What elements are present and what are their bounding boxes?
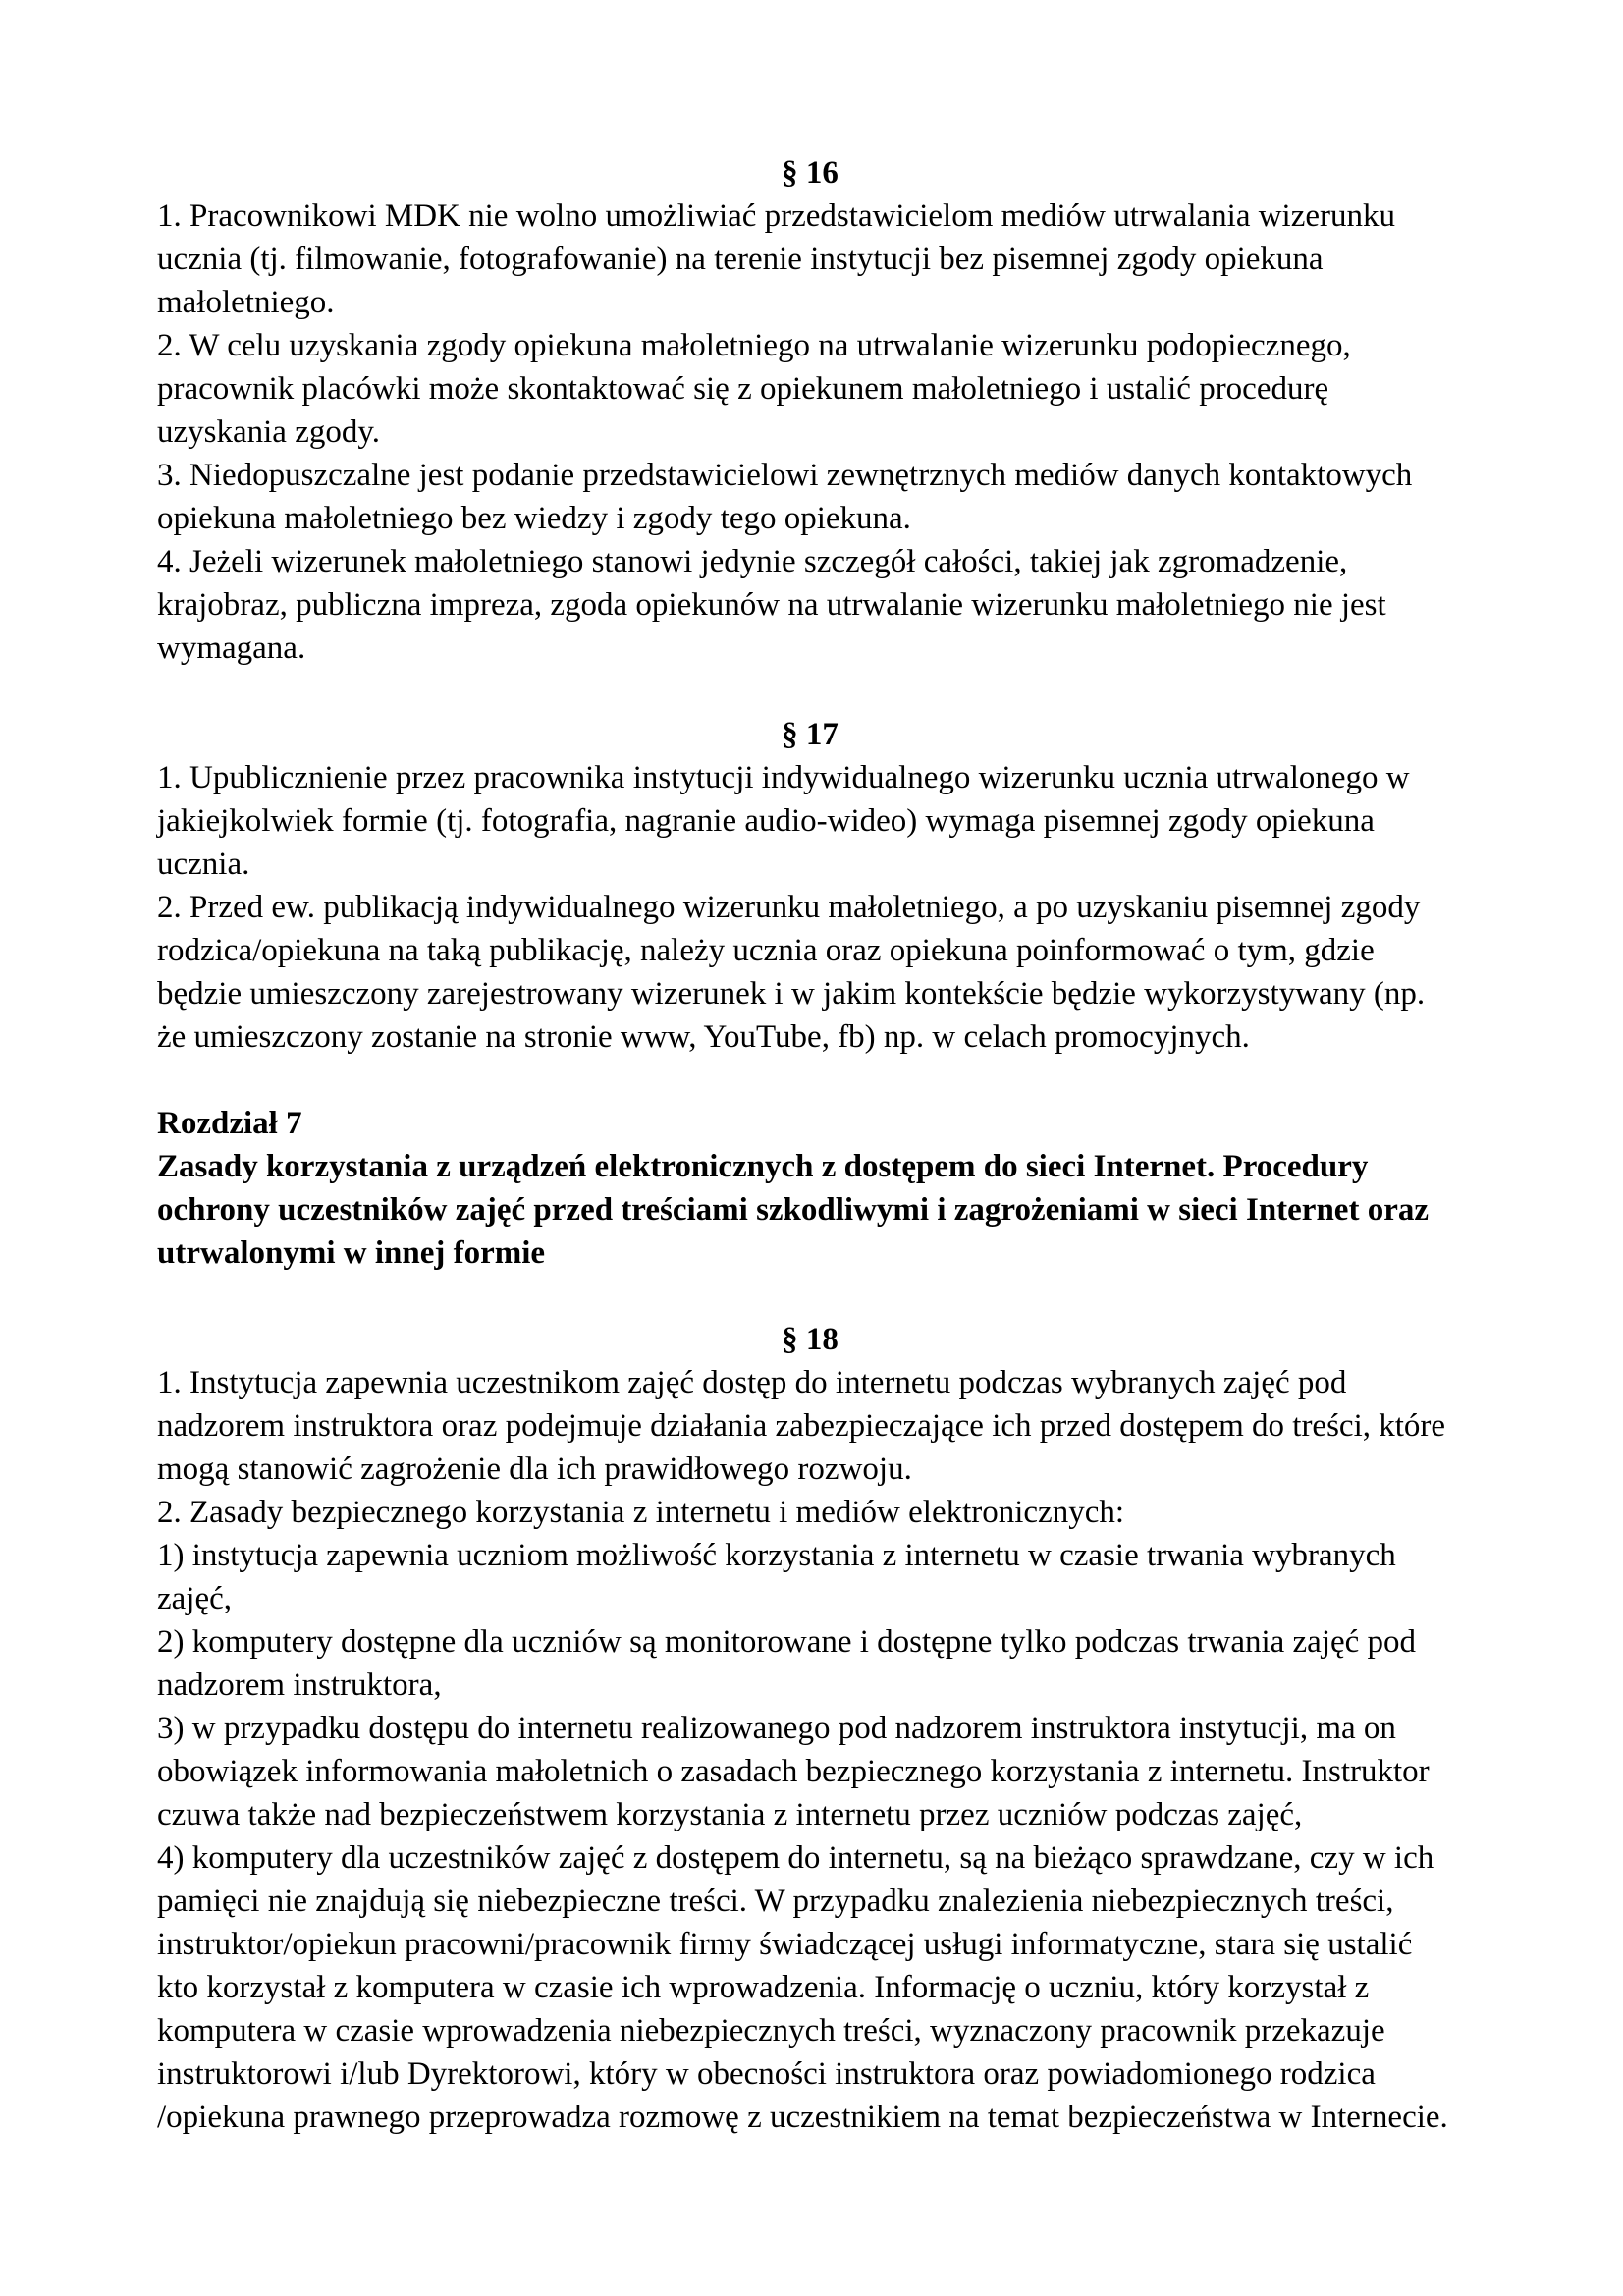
paragraph-line: 1. Upublicznienie przez pracownika instytucji indywidualnego wizerunku ucznia utrwalonego w (157, 760, 1410, 795)
paragraph-line: 4. Jeżeli wizerunek małoletniego stanowi jedynie szczegół całości, takiej jak zgromadzenie, (157, 544, 1348, 579)
paragraph-line: zajęć, (157, 1581, 233, 1616)
blank-line (157, 1059, 1463, 1102)
paragraph-line: pamięci nie znajdują się niebezpieczne treści. W przypadku znalezienia niebezpiecznych treści, (157, 1884, 1394, 1919)
section-heading: § 16 (782, 155, 839, 191)
paragraph-line: instruktor/opiekun pracowni/pracownik firmy świadczącej usługi informatyczne, stara się ustalić (157, 1927, 1413, 1962)
section-heading: § 18 (782, 1322, 839, 1357)
paragraph-line: instruktorowi i/lub Dyrektorowi, który w obecności instruktora oraz powiadomionego rodzica (157, 2056, 1376, 2092)
blank-line (157, 1275, 1463, 1318)
paragraph-line: 2. Zasady bezpiecznego korzystania z internetu i mediów elektronicznych: (157, 1495, 1125, 1530)
chapter-heading-line: Zasady korzystania z urządzeń elektronicznych z dostępem do sieci Internet. Procedury (157, 1149, 1369, 1184)
chapter-heading-line: utrwalonymi w innej formie (157, 1235, 546, 1271)
paragraph-line: nadzorem instruktora, (157, 1667, 442, 1703)
chapter-heading-line: ochrony uczestników zajęć przed treściami szkodliwymi i zagrożeniami w sieci Internet oraz (157, 1192, 1429, 1228)
paragraph-line: komputera w czasie wprowadzenia niebezpiecznych treści, wyznaczony pracownik przekazuje (157, 2013, 1385, 2049)
blank-line (157, 670, 1463, 713)
chapter-heading-line: Rozdział 7 (157, 1106, 302, 1141)
paragraph-line: 3. Niedopuszczalne jest podanie przedstawicielowi zewnętrznych mediów danych kontaktowych (157, 458, 1413, 493)
paragraph-line: krajobraz, publiczna impreza, zgoda opiekunów na utrwalanie wizerunku małoletniego nie jest (157, 587, 1386, 623)
paragraph-line: mogą stanowić zagrożenie dla ich prawidłowego rozwoju. (157, 1451, 912, 1487)
paragraph-line: nadzorem instruktora oraz podejmuje działania zabezpieczające ich przed dostępem do treści, które (157, 1408, 1446, 1444)
paragraph-line: kto korzystał z komputera w czasie ich wprowadzenia. Informację o uczniu, który korzystał z (157, 1970, 1370, 2005)
paragraph-line: będzie umieszczony zarejestrowany wizerunek i w jakim kontekście będzie wykorzystywany (np. (157, 976, 1426, 1011)
paragraph-line: jakiejkolwiek formie (tj. fotografia, nagranie audio-wideo) wymaga pisemnej zgody opiekuna (157, 803, 1375, 839)
paragraph-line: 1. Pracownikowi MDK nie wolno umożliwiać przedstawicielom mediów utrwalania wizerunku (157, 198, 1396, 234)
paragraph-line: 2) komputery dostępne dla uczniów są monitorowane i dostępne tylko podczas trwania zajęć pod (157, 1624, 1417, 1660)
paragraph-line: obowiązek informowania małoletnich o zasadach bezpiecznego korzystania z internetu. Instruktor (157, 1754, 1430, 1789)
paragraph-line: ucznia (tj. filmowanie, fotografowanie) na terenie instytucji bez pisemnej zgody opiekuna (157, 242, 1324, 277)
paragraph-line: że umieszczony zostanie na stronie www, YouTube, fb) np. w celach promocyjnych. (157, 1019, 1250, 1055)
paragraph-line: wymagana. (157, 630, 306, 666)
paragraph-line: 3) w przypadku dostępu do internetu realizowanego pod nadzorem instruktora instytucji, ma on (157, 1711, 1396, 1746)
paragraph-line: rodzica/opiekuna na taką publikację, należy ucznia oraz opiekuna poinformować o tym, gdzie (157, 933, 1375, 968)
paragraph-line: pracownik placówki może skontaktować się z opiekunem małoletniego i ustalić procedurę (157, 371, 1329, 407)
paragraph-line: ucznia. (157, 847, 250, 882)
paragraph-line: czuwa także nad bezpieczeństwem korzystania z internetu przez uczniów podczas zajęć, (157, 1797, 1303, 1832)
paragraph-line: uzyskania zgody. (157, 414, 380, 450)
paragraph-line: 2. W celu uzyskania zgody opiekuna małoletniego na utrwalanie wizerunku podopiecznego, (157, 328, 1351, 363)
paragraph-line: 4) komputery dla uczestników zajęć z dostępem do internetu, są na bieżąco sprawdzane, czy w ich (157, 1840, 1434, 1876)
paragraph-line: /opiekuna prawnego przeprowadza rozmowę z uczestnikiem na temat bezpieczeństwa w Internecie. (157, 2100, 1448, 2135)
paragraph-line: opiekuna małoletniego bez wiedzy i zgody tego opiekuna. (157, 501, 911, 536)
section-heading: § 17 (782, 717, 839, 752)
paragraph-line: 1. Instytucja zapewnia uczestnikom zajęć dostęp do internetu podczas wybranych zajęć pod (157, 1365, 1347, 1400)
paragraph-line: 1) instytucja zapewnia uczniom możliwość korzystania z internetu w czasie trwania wybranych (157, 1538, 1396, 1573)
paragraph-line: 2. Przed ew. publikacją indywidualnego wizerunku małoletniego, a po uzyskaniu pisemnej zgody (157, 890, 1421, 925)
paragraph-line: małoletniego. (157, 285, 335, 320)
document-content (157, 151, 1463, 2139)
